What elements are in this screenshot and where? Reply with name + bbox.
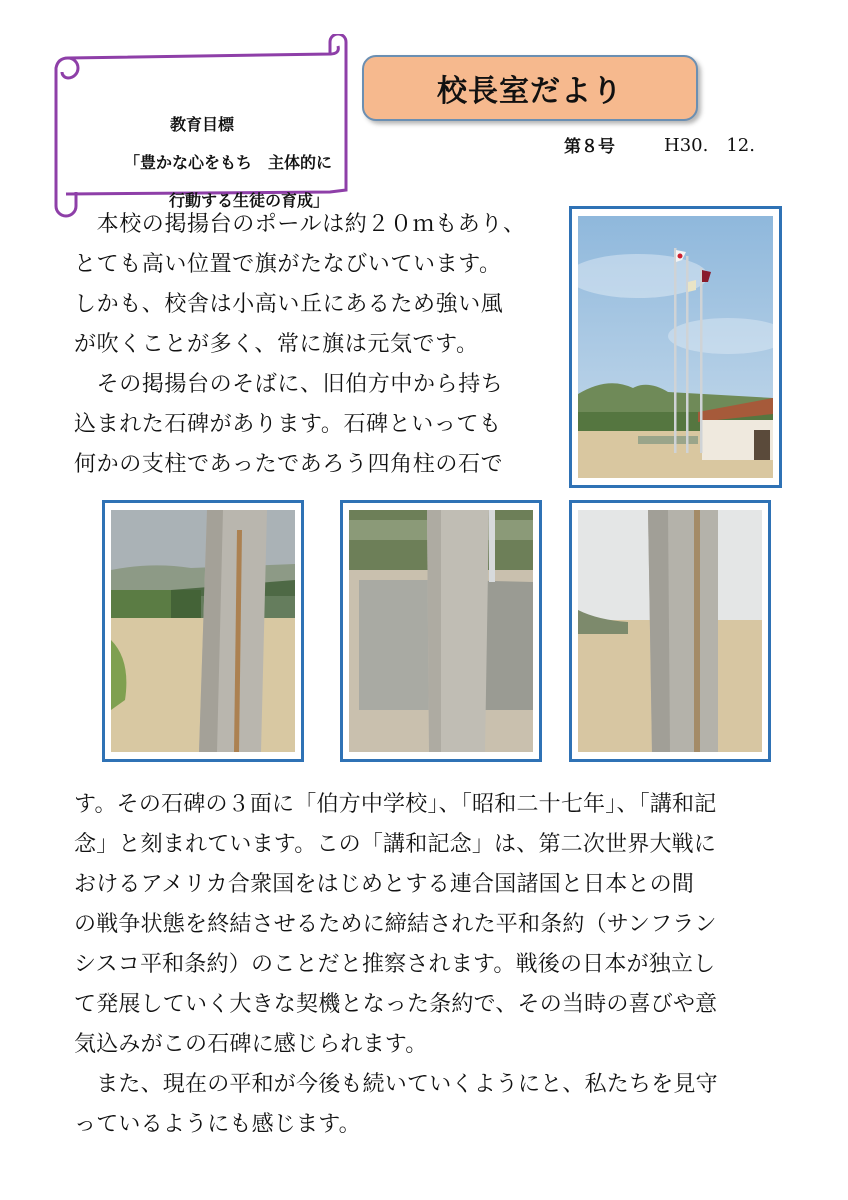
text-line: シスコ平和条約）のことだと推察されます。戦後の日本が独立し [74,952,716,977]
text-line: 気込みがこの石碑に感じられます。 [74,1032,428,1057]
text-line: 本校の掲揚台のポールは約２０ｍもあり、 [74,212,526,237]
text-line: その掲揚台のそばに、旧伯方中から持ち [74,372,504,397]
goal-line2: 行動する生徒の育成」 [168,191,329,210]
goal-scroll [44,34,354,219]
issue-date: H30. 12. [664,135,755,156]
text-line: おけるアメリカ合衆国をはじめとする連合国諸国と日本との間 [74,872,695,897]
text-line: 念」と刻まれています。この「講和記念」は、第二次世界大戦に [74,832,717,857]
issue-number: 第８号 [564,137,615,157]
flagpole-image [578,216,773,478]
goal-label: 教育目標 [170,115,235,134]
text-line: また、現在の平和が今後も続いていくようにと、私たちを見守 [74,1072,718,1097]
newsletter-title: 校長室だより [362,55,698,121]
text-line: て発展していく大きな契機となった条約で、その当時の喜びや意 [74,992,718,1017]
stone-image-3 [578,510,762,752]
goal-text [114,108,384,220]
text-line: とても高い位置で旗がたなびいています。 [74,252,502,277]
stone-image-2 [349,510,533,752]
flagpole-photo [569,206,782,488]
text-line: っているようにも感じます。 [74,1112,361,1137]
text-line: が吹くことが多く、常に旗は元気です。 [74,332,479,357]
stone-photo-showa [340,500,542,762]
body-text-top [74,205,526,485]
goal-line1: 「豊かな心をもち 主体的に [124,153,333,172]
text-line: す。その石碑の３面に「伯方中学校」、「昭和二十七年」、「講和記 [74,792,717,817]
stone-image-1 [111,510,295,752]
stone-photo-kowa [569,500,771,762]
body-text-bottom [74,785,718,1145]
text-line: 込まれた石碑があります。石碑といっても [74,412,502,437]
text-line: の戦争状態を終結させるために締結された平和条約（サンフラン [74,912,717,937]
text-line: 何かの支柱であったであろう四角柱の石で [74,452,504,477]
text-line: しかも、校舎は小高い丘にあるため強い風 [74,292,504,317]
stone-photo-hakata [102,500,304,762]
